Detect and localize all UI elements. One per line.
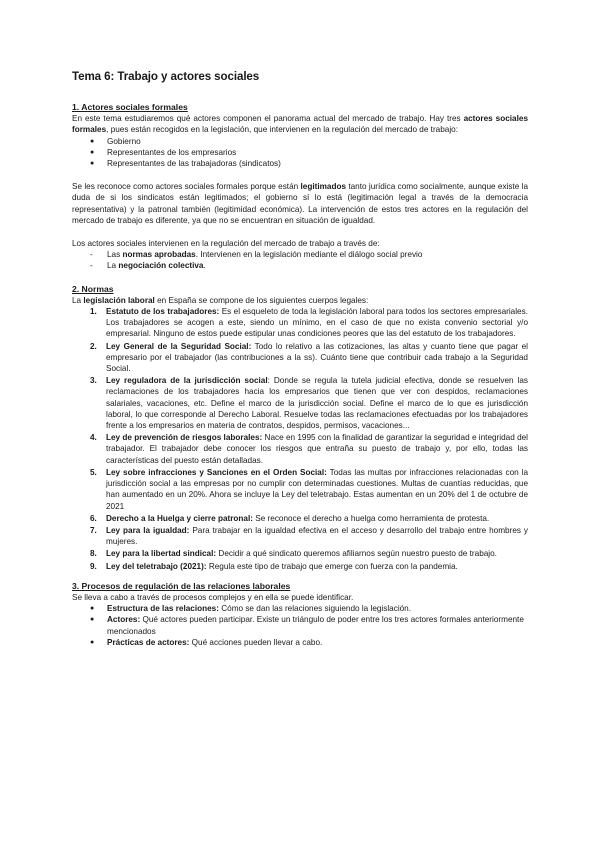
law-item: 1. Estatuto de los trabajadores: Es el esqueleto de toda la legislación laboral para todos los sectores empresariales. Los trabajadores se acogen a este, siendo un mínimo, en el caso de que no exista convenio sectorial y/o empresarial. Ninguno de estos puede estipular unas condiciones peores que las del estatuto de los trabajadores. bbox=[90, 307, 528, 339]
list-item: ● Gobierno bbox=[90, 136, 528, 147]
list-item: ● Representantes de las trabajadoras (sindicatos) bbox=[90, 158, 528, 169]
list-item: - Las normas aprobadas. Intervienen en la legislación mediante el diálogo social previo bbox=[90, 249, 528, 260]
list-item: ● Prácticas de actores: Qué acciones pueden llevar a cabo. bbox=[90, 637, 528, 648]
document-page bbox=[72, 70, 528, 648]
law-item: 3. Ley reguladora de la jurisdicción social: Donde se regula la tutela judicial efectiva, donde se resuelven las reclamaciones de los trabajadores hacia los empresarios que tienen que ver con despidos, reclamaciones salariales, vacaciones, etc. Define el marco de la jurisdicción social. Define el marco de lo que es jurisdicción laboral, lo que corresponde al Derecho Laboral. Resuelve todas las reclamaciones efectuadas por los trabajadores frente a los empresarios en materia de contratos, despidos, permisos, vacaciones... bbox=[90, 376, 529, 431]
list-item: ● Actores: Qué actores pueden participar. Existe un triángulo de poder entre los tres actores formales anteriormente mencionados bbox=[90, 614, 528, 636]
processes-list bbox=[72, 603, 528, 648]
section-2-heading: 2. Normas bbox=[72, 283, 114, 294]
section-2-intro: La legislación laboral en España se compone de los siguientes cuerpos legales: bbox=[72, 295, 369, 305]
list-item: - La negociación colectiva. bbox=[90, 260, 528, 271]
laws-list bbox=[72, 306, 528, 572]
section-3-intro: Se lleva a cabo a través de procesos complejos y en ella se puede identificar. bbox=[72, 592, 354, 602]
section-1-paragraph-3: Los actores sociales intervienen en la regulación del mercado de trabajo a través de: bbox=[72, 239, 380, 249]
section-1-intro: En este tema estudiaremos qué actores componen el panorama actual del mercado de trabajo. Hay tres actores sociales formales, pues están recogidos en la legislación, que intervienen en la regulación del mercado de trabajo: bbox=[72, 114, 528, 135]
section-1-paragraph-2: Se les reconoce como actores sociales formales porque están legitimados tanto jurídica como socialmente, aunque existe la duda de si los sindicatos están legitimados; el gobierno sí lo está (legitimación legal a través de la democracia representativa) y la patronal también (legitimidad económica). La intervención de estos tres actores en la regulación del mercado de trabajo es diferente, ya que no se encuentran en situación de igualdad. bbox=[72, 182, 528, 225]
actors-list bbox=[72, 136, 528, 170]
page-title: Tema 6: Trabajo y actores sociales bbox=[72, 70, 260, 83]
law-item: 6. Derecho a la Huelga y cierre patronal: Se reconoce el derecho a huelga como herramienta de protesta. bbox=[90, 513, 490, 523]
list-item: ● Estructura de las relaciones: Cómo se dan las relaciones siguiendo la legislación. bbox=[90, 603, 528, 614]
intervention-list bbox=[72, 249, 528, 271]
law-item: 7. Ley para la igualdad: Para trabajar en la igualdad efectiva en el acceso y desarrollo del trabajo entre hombres y mujeres. bbox=[90, 525, 528, 547]
law-item: 4. Ley de prevención de riesgos laborales: Nace en 1995 con la finalidad de garantizar la seguridad e integridad del trabajador. El trabajador debe conocer los riesgos que entraña su puesto de trabajo y, por ello, todas las características del puesto están detalladas. bbox=[90, 433, 528, 465]
section-1-heading: 1. Actores sociales formales bbox=[72, 102, 188, 112]
law-item: 8. Ley para la libertad sindical: Decidir a qué sindicato queremos afiliarnos según nuestro puesto de trabajo. bbox=[90, 549, 497, 559]
law-item: 2. Ley General de la Seguridad Social: Todo lo relativo a las cotizaciones, las altas y cuanto tiene que pagar el empresario por el trabajador (las contribuciones a la ss). Cuánto tiene que contribuir cada trabajo a la Seguridad Social. bbox=[90, 341, 528, 374]
list-item: ● Representantes de los empresarios bbox=[90, 147, 528, 158]
law-item: 5. Ley sobre infracciones y Sanciones en el Orden Social: Todas las multas por infracciones relacionadas con la jurisdicción social a las empresas por no cumplir con determinadas cuestiones. Multas de cuantías reducidas, que han aumentado en un 20%. Ahora se incluye la Ley del teletrabajo. Estas aumentan en un 20% del 1 de octubre de 2021 bbox=[90, 467, 528, 511]
law-item: 9. Ley del teletrabajo (2021): Regula este tipo de trabajo que emerge con fuerza con la pandemia. bbox=[90, 561, 458, 571]
section-3-heading: 3. Procesos de regulación de las relaciones laborales bbox=[72, 580, 291, 591]
